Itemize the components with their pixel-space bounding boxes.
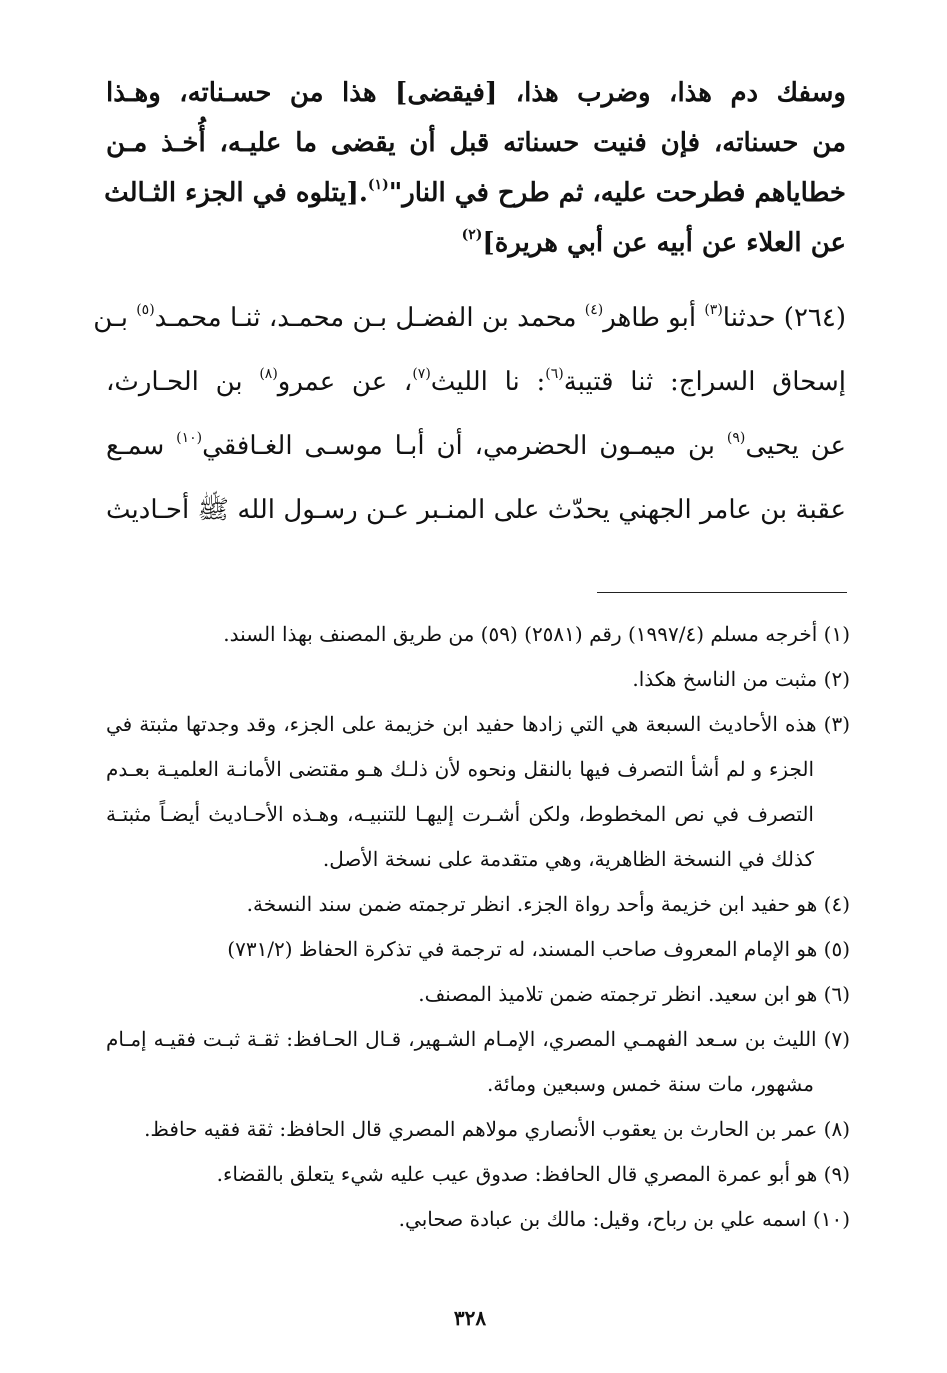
footnote-ref-5: (٥)	[136, 302, 155, 318]
main-line-3	[106, 168, 846, 218]
hadith-line-1-d: بـن	[93, 303, 137, 333]
main-text-block	[93, 68, 847, 542]
main-line-4-text: عن العلاء عن أبيه عن أبي هريرة]	[482, 228, 846, 258]
hadith-line-1	[93, 286, 846, 350]
hadith-line-2-d: بن الحـارث،	[106, 367, 260, 397]
footnote-1: (١) أخرجه مسلم (١٩٩٧/٤) رقم (٢٥٨١) (٥٩) من طريق المصنف بهذا السند.	[223, 622, 850, 646]
main-line-4	[106, 218, 846, 268]
footnote-8: (٨) عمر بن الحارث بن يعقوب الأنصاري مولاهم المصري قال الحافظ: ثقة فقيه حافظ.	[144, 1117, 850, 1141]
footnote-ref-2: (٢)	[461, 227, 483, 243]
hadith-line-2-a: إسحاق السراج: ثنا قتيبة	[563, 367, 847, 397]
section-gap	[106, 268, 846, 286]
footnote-7-line-1: (٧) الليث بن سـعد الفهمـي المصري، الإمـام الشـهير، قـال الحـافظ: ثقـة ثبـت فقيـه إمـام	[106, 1027, 850, 1051]
footnote-9: (٩) هو أبو عمرة المصري قال الحافظ: صدوق عيب عليه شيء يتعلق بالقضاء.	[216, 1162, 850, 1186]
hadith-line-2	[106, 350, 846, 414]
main-line-1: وسفك دم هذا، وضرب هذا، [فيقضى] هذا من حسـناته، وهـذا	[106, 78, 846, 108]
footnote-4: (٤) هو حفيد ابن خزيمة وأحد رواة الجزء. انظر ترجمته ضمن سند النسخة.	[246, 892, 850, 916]
hadith-line-1-c: محمد بن الفضـل بـن محمـد، ثنـا محمـد	[154, 303, 585, 333]
footnote-2: (٢) مثبت من الناسخ هكذا.	[632, 667, 850, 691]
hadith-line-3	[106, 414, 846, 478]
footnote-3-line-3: التصرف في نص المخطوط، ولكن أشـرت إليهـا للتنبيـه، وهـذه الأحـاديث أيضـاً مثبتـة	[106, 802, 814, 826]
main-line-2: من حسناته، فإن فنيت حسناته قبل أن يقضى ما عليـه، أُخـذ مـن	[106, 128, 846, 158]
main-line-3-text-a: خطاياهم فطرحت عليه، ثم طرح في النار"	[388, 178, 846, 208]
footnote-10: (١٠) اسمه علي بن رباح، وقيل: مالك بن عبادة صحابي.	[398, 1207, 850, 1231]
hadith-line-2-b: : نا الليث	[430, 367, 546, 397]
hadith-line-4: عقبة بن عامر الجهني يحدّث على المنـبر عـن رسـول الله ﷺ أحـاديث	[106, 495, 846, 525]
footnote-6: (٦) هو ابن سعيد. انظر ترجمته ضمن تلاميذ المصنف.	[418, 982, 850, 1006]
footnote-ref-7: (٧)	[412, 366, 431, 382]
footnote-3-line-2: الجزء و لم أشأ التصرف فيها بالنقل ونحوه لأن ذلـك هـو مقتضى الأمانـة العلميـة بعـدم	[106, 757, 814, 781]
footnote-ref-10: (١٠)	[176, 430, 203, 446]
footnote-ref-3: (٣)	[704, 302, 723, 318]
hadith-line-3-b: بن ميمـون الحضرمي، أن أبـا موسـى الغـافقي	[202, 431, 727, 461]
footnote-7-line-2: مشهور، مات سنة خمس وسبعين ومائة.	[486, 1072, 814, 1096]
footnote-ref-1: (١)	[367, 177, 389, 193]
page-number: ٣٢٨	[453, 1306, 487, 1330]
footnote-ref-4: (٤)	[584, 302, 604, 318]
hadith-line-3-c: سمـع	[106, 431, 177, 461]
footnote-ref-6: (٦)	[545, 366, 564, 382]
hadith-line-1-b: أبو طاهر	[603, 303, 705, 333]
main-line-3-text-b: .[يتلوه في الجزء الثـالث	[104, 178, 368, 208]
hadith-line-3-a: عن يحيى	[745, 431, 846, 461]
footnote-3-line-1: (٣) هذه الأحاديث السبعة هي التي زادها حفيد ابن خزيمة على الجزء، وقد وجدتها مثبتة في	[106, 712, 850, 736]
footnote-5: (٥) هو الإمام المعروف صاحب المسند، له ترجمة في تذكرة الحفاظ (٧٣١/٢)	[227, 937, 850, 961]
footnotes-block	[106, 612, 850, 1242]
footnote-separator	[597, 592, 847, 593]
hadith-line-2-c: ، عن عمرو	[277, 367, 413, 397]
footnote-ref-9: (٩)	[726, 430, 746, 446]
footnote-ref-8: (٨)	[259, 366, 278, 382]
hadith-line-1-a: (٢٦٤) حدثنا	[722, 303, 846, 333]
footnote-3-line-4: كذلك في النسخة الظاهرية، وهي متقدمة على نسخة الأصل.	[322, 847, 814, 871]
hadith-264	[93, 286, 847, 542]
